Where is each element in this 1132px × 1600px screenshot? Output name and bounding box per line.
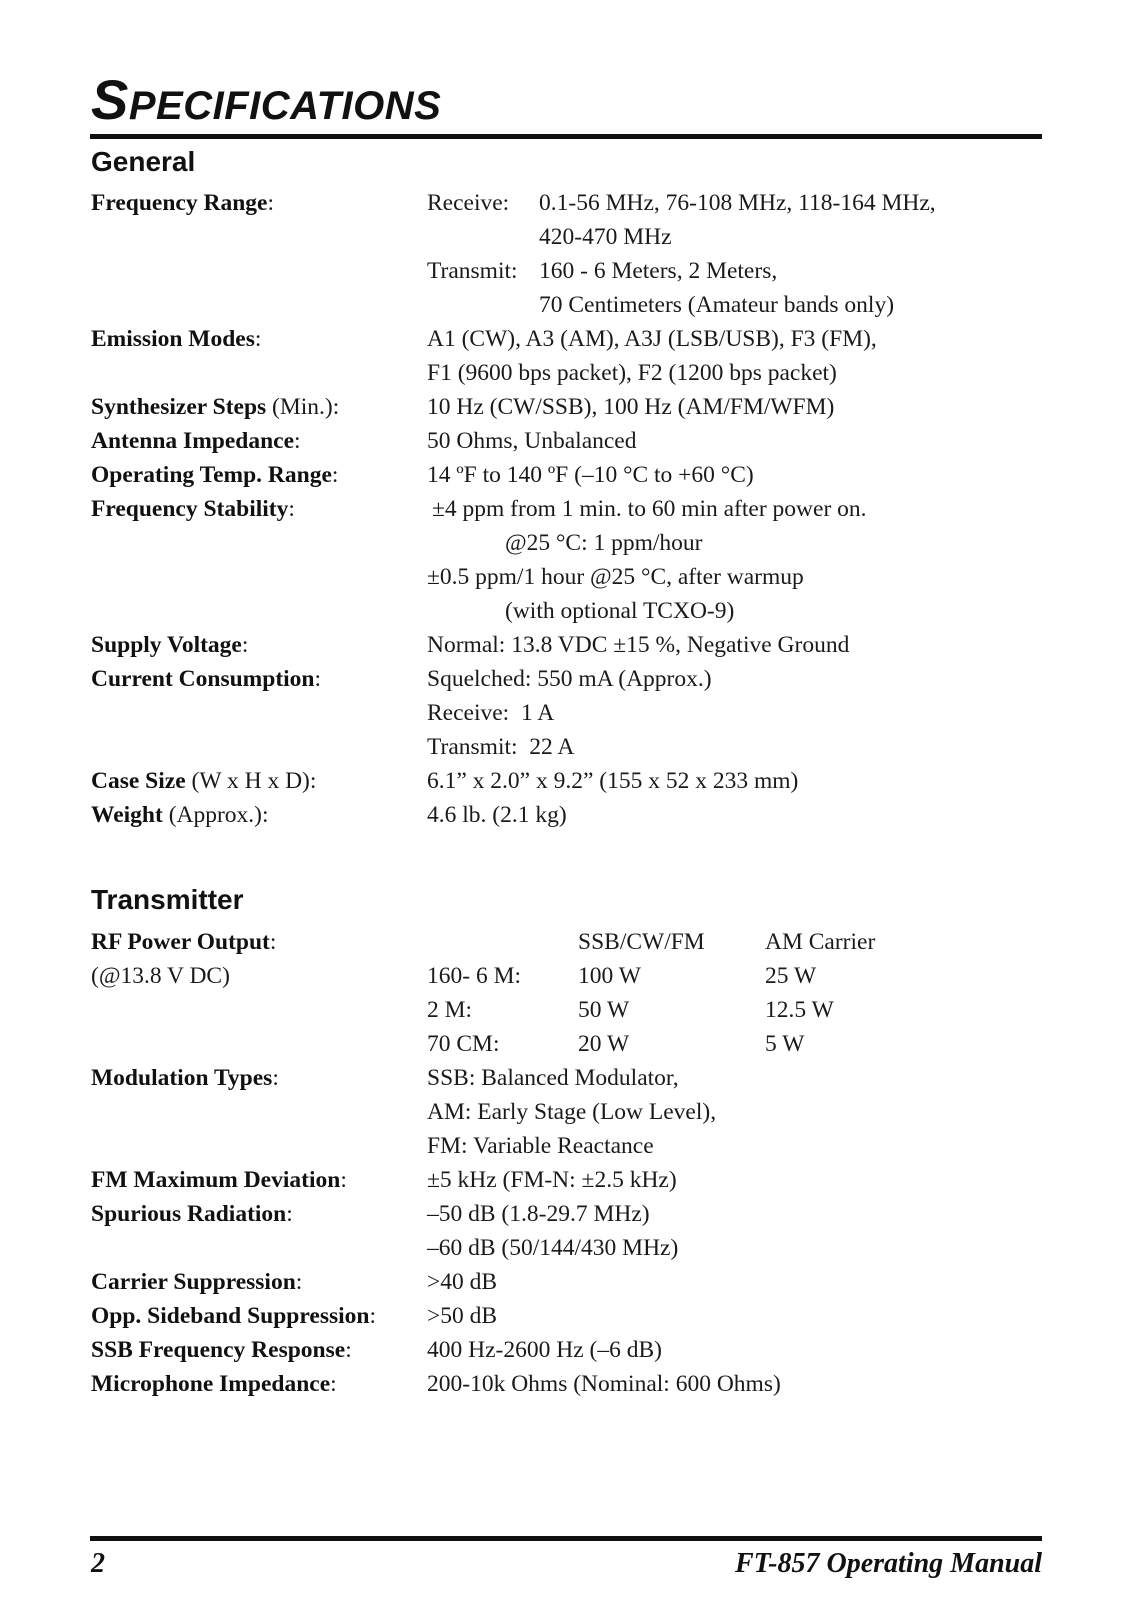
power-table-row <box>0 1027 1132 1061</box>
am-power-cell: 5 W <box>765 1031 805 1057</box>
spec-sublabel: (@13.8 V DC) <box>91 963 230 989</box>
spec-row-continuation <box>0 526 1132 560</box>
spec-value: ±4 ppm from 1 min. to 60 min after power on. <box>432 496 867 522</box>
spec-label: Opp. Sideband Suppression <box>91 1303 370 1329</box>
spec-value: Squelched: 550 mA (Approx.) <box>427 666 712 692</box>
spec-label: Emission Modes <box>91 326 255 352</box>
label-suffix: : <box>254 326 262 352</box>
spec-row-continuation <box>0 220 1132 254</box>
spec-label: Case Size <box>91 768 186 794</box>
spec-value: 14 ºF to 140 ºF (–10 °C to +60 °C) <box>427 462 754 488</box>
spec-row-continuation <box>0 696 1132 730</box>
spec-label: Microphone Impedance <box>91 1371 331 1397</box>
spec-row-weight <box>0 798 1132 832</box>
receive-label: Receive: <box>427 190 510 216</box>
label-suffix: : <box>269 929 277 955</box>
manual-title: FT-857 Operating Manual <box>734 1548 1042 1579</box>
spec-label: RF Power Output <box>91 929 270 955</box>
spec-row-ssb-freq-response <box>0 1333 1132 1367</box>
spec-row-continuation <box>0 1095 1132 1129</box>
band-cell: 70 CM: <box>427 1031 500 1057</box>
label-suffix: : <box>345 1337 352 1363</box>
spec-row-continuation <box>0 254 1132 288</box>
spec-value: 200-10k Ohms (Nominal: 600 Ohms) <box>427 1371 781 1397</box>
title-rest: PECIFICATIONS <box>128 84 442 128</box>
label-suffix: : <box>241 632 249 658</box>
column-header-am: AM Carrier <box>765 929 876 955</box>
spec-row-continuation <box>0 560 1132 594</box>
spec-value: 4.6 lb. (2.1 kg) <box>427 802 567 828</box>
column-header-ssb: SSB/CW/FM <box>578 929 705 955</box>
spec-row-frequency-stability <box>0 492 1132 526</box>
spec-label: Synthesizer Steps <box>91 394 267 420</box>
spec-row-modulation-types <box>0 1061 1132 1095</box>
spec-row-carrier-suppression <box>0 1265 1132 1299</box>
header-rule <box>90 134 1042 139</box>
spec-value: 50 Ohms, Unbalanced <box>427 428 637 454</box>
band-cell: 160- 6 M: <box>427 963 521 989</box>
spec-row-operating-temp <box>0 458 1132 492</box>
spec-value: 6.1” x 2.0” x 9.2” (155 x 52 x 233 mm) <box>427 768 799 794</box>
spec-label: Frequency Stability <box>91 496 289 522</box>
spec-row-spurious-radiation <box>0 1197 1132 1231</box>
spec-value: AM: Early Stage (Low Level), <box>427 1099 717 1125</box>
spec-row-emission-modes <box>0 322 1132 356</box>
spec-row-continuation <box>0 1129 1132 1163</box>
spec-row-continuation <box>0 730 1132 764</box>
spec-value: SSB: Balanced Modulator, <box>427 1065 679 1091</box>
power-table-row <box>0 959 1132 993</box>
spec-label: Modulation Types <box>91 1065 273 1091</box>
spec-value: FM: Variable Reactance <box>427 1133 654 1159</box>
label-suffix: : <box>314 666 322 692</box>
spec-row-synthesizer-steps <box>0 390 1132 424</box>
label-suffix: (Min.): <box>266 394 340 420</box>
spec-value: –60 dB (50/144/430 MHz) <box>427 1235 679 1261</box>
am-power-cell: 12.5 W <box>765 997 834 1023</box>
spec-row-continuation <box>0 594 1132 628</box>
power-table-row <box>0 993 1132 1027</box>
spec-value: 0.1-56 MHz, 76-108 MHz, 118-164 MHz, <box>539 190 936 216</box>
spec-label: Operating Temp. Range <box>91 462 332 488</box>
spec-row-antenna-impedance <box>0 424 1132 458</box>
spec-value: 400 Hz-2600 Hz (–6 dB) <box>427 1337 662 1363</box>
label-suffix: (W x H x D): <box>185 768 317 794</box>
spec-row-continuation <box>0 288 1132 322</box>
label-suffix: : <box>286 1201 293 1227</box>
label-suffix: : <box>288 496 295 522</box>
spec-row-frequency-range <box>0 186 1132 220</box>
transmit-label: Transmit: <box>427 258 518 284</box>
spec-value: 160 - 6 Meters, 2 Meters, <box>539 258 778 284</box>
label-suffix: : <box>294 428 301 454</box>
spec-value: –50 dB (1.8-29.7 MHz) <box>427 1201 650 1227</box>
spec-label: Current Consumption <box>91 666 315 692</box>
spec-value: 10 Hz (CW/SSB), 100 Hz (AM/FM/WFM) <box>427 394 835 420</box>
spec-row-rf-power-output <box>0 925 1132 959</box>
spec-value: 70 Centimeters (Amateur bands only) <box>539 292 895 318</box>
spec-row-case-size <box>0 764 1132 798</box>
footer-rule <box>90 1536 1042 1541</box>
spec-value: A1 (CW), A3 (AM), A3J (LSB/USB), F3 (FM), <box>427 326 877 352</box>
spec-value: Receive: 1 A <box>427 700 555 726</box>
spec-value: Transmit: 22 A <box>427 734 575 760</box>
section-heading-general: General <box>91 146 196 177</box>
spec-value: ±5 kHz (FM-N: ±2.5 kHz) <box>427 1167 677 1193</box>
spec-row-continuation <box>0 1231 1132 1265</box>
label-suffix: (Approx.): <box>162 802 269 828</box>
spec-label: Frequency Range <box>91 190 268 216</box>
spec-row-fm-max-deviation <box>0 1163 1132 1197</box>
spec-row-current-consumption <box>0 662 1132 696</box>
label-suffix: : <box>369 1303 376 1329</box>
spec-label: FM Maximum Deviation <box>91 1167 341 1193</box>
spec-row-supply-voltage <box>0 628 1132 662</box>
label-suffix: : <box>340 1167 347 1193</box>
spec-value: >50 dB <box>427 1303 498 1329</box>
spec-value: @25 °C: 1 ppm/hour <box>505 530 703 556</box>
ssb-power-cell: 20 W <box>578 1031 630 1057</box>
spec-label: Carrier Suppression <box>91 1269 296 1295</box>
label-suffix: : <box>330 1371 337 1397</box>
label-suffix: : <box>331 462 339 488</box>
spec-row-continuation <box>0 356 1132 390</box>
ssb-power-cell: 100 W <box>578 963 641 989</box>
spec-value: ±0.5 ppm/1 hour @25 °C, after warmup <box>427 564 804 590</box>
spec-value: Normal: 13.8 VDC ±15 %, Negative Ground <box>427 632 850 658</box>
label-suffix: : <box>267 190 274 216</box>
band-cell: 2 M: <box>427 997 473 1023</box>
ssb-power-cell: 50 W <box>578 997 630 1023</box>
spec-label: SSB Frequency Response <box>91 1337 346 1363</box>
section-heading-transmitter: Transmitter <box>91 884 244 915</box>
title-initial: S <box>91 68 129 131</box>
label-suffix: : <box>272 1065 279 1091</box>
spec-label: Supply Voltage <box>91 632 242 658</box>
spec-label: Weight <box>91 802 163 828</box>
spec-value: >40 dB <box>427 1269 498 1295</box>
spec-row-opp-sideband <box>0 1299 1132 1333</box>
page-number: 2 <box>91 1548 105 1579</box>
spec-value: 420-470 MHz <box>539 224 672 250</box>
am-power-cell: 25 W <box>765 963 817 989</box>
spec-value: F1 (9600 bps packet), F2 (1200 bps packet) <box>427 360 837 386</box>
spec-label: Antenna Impedance <box>91 428 295 454</box>
spec-label: Spurious Radiation <box>91 1201 287 1227</box>
page-title <box>91 70 441 136</box>
label-suffix: : <box>295 1269 303 1295</box>
spec-row-mic-impedance <box>0 1367 1132 1401</box>
spec-value: (with optional TCXO-9) <box>505 598 735 624</box>
